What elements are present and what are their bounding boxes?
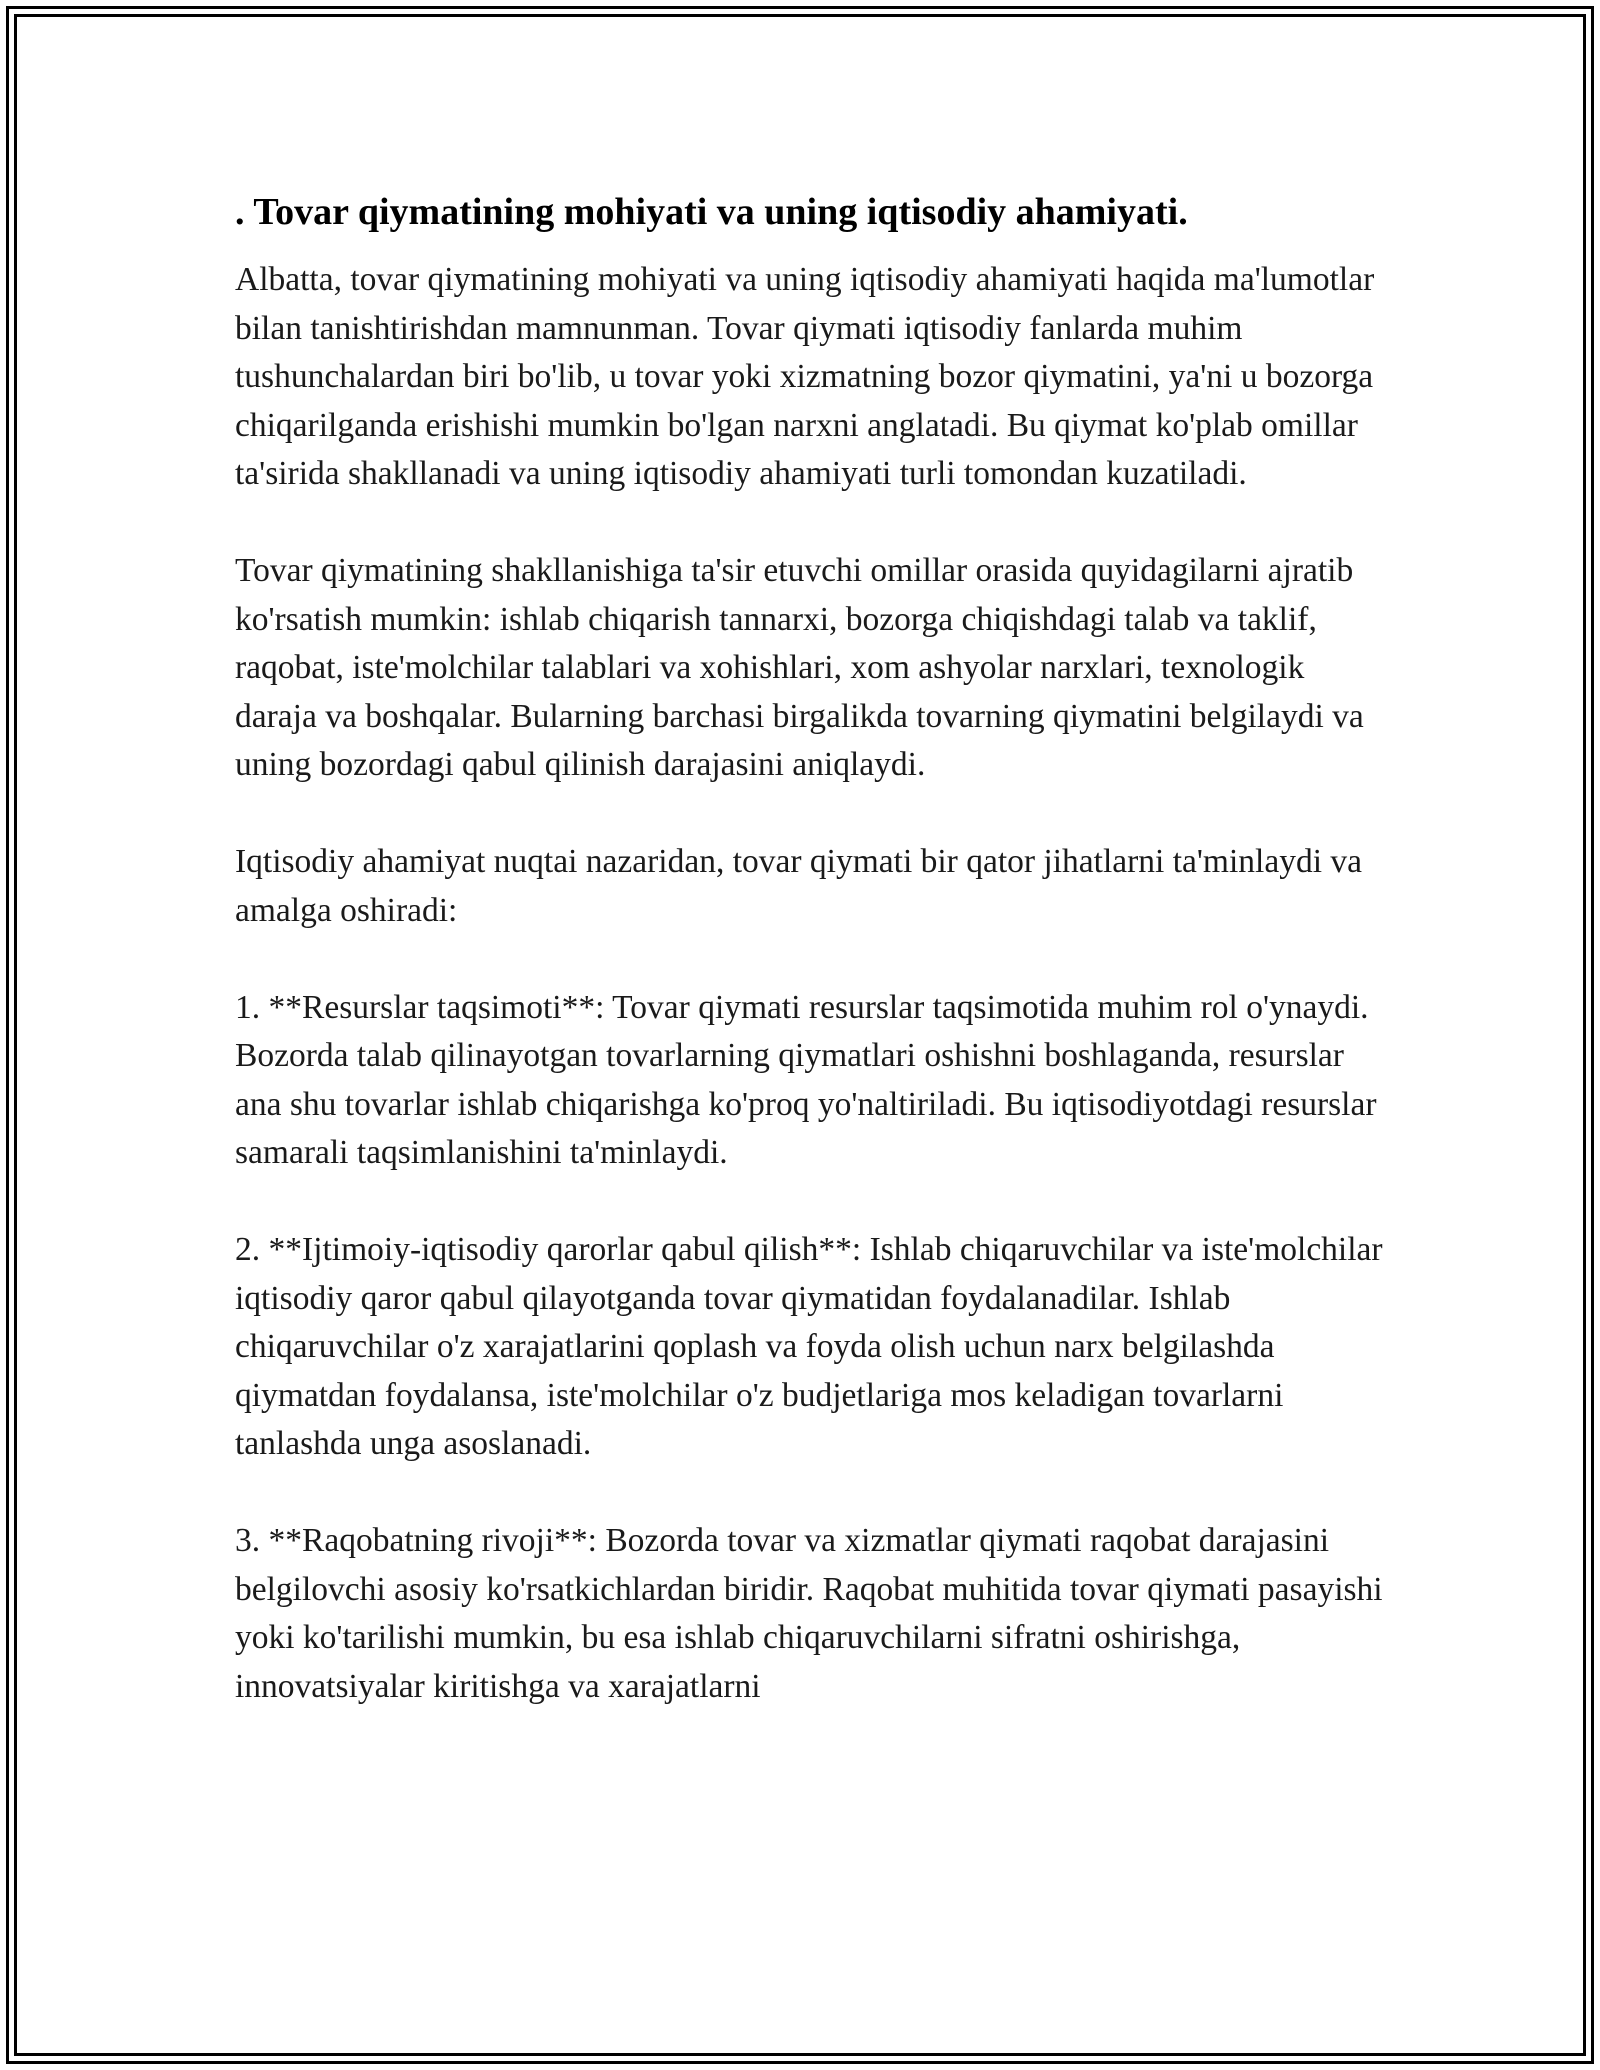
paragraph-factors: Tovar qiymatining shakllanishiga ta'sir etuvchi omillar orasida quyidagilarni ajratib ko'rsatish mumkin: ishlab chiqarish tannarxi, bozorga chiqishdagi talab va taklif, raqobat, iste'molchilar talablari va xohishlari, xom ashyolar narxlari, texnologik daraja va boshqalar. Bularning barchasi birgalikda tovarning qiymatini belgilaydi va uning bozordagi qabul qilinish darajasini aniqlaydi.	[235, 552, 1364, 783]
paragraph-intro: Albatta, tovar qiymatining mohiyati va uning iqtisodiy ahamiyati haqida ma'lumotlar bilan tanishtirishdan mamnunman. Tovar qiymati iqtisodiy fanlarda muhim tushunchalardan biri bo'lib, u tovar yoki xizmatning bozor qiymatini, ya'ni u bozorga chiqarilganda erishishi mumkin bo'lgan narxni anglatadi. Bu qiymat ko'plab omillar ta'sirida shakllanadi va uning iqtisodiy ahamiyati turli tomondan kuzatiladi.	[235, 261, 1375, 492]
list-item-decision-making: 2. **Ijtimoiy-iqtisodiy qarorlar qabul qilish**: Ishlab chiqaruvchilar va iste'molchilar iqtisodiy qaror qabul qilayotganda tovar qiymatidan foydalanadilar. Ishlab chiqaruvchilar o'z xarajatlarini qoplash va foyda olish uchun narx belgilashda qiymatdan foydalansa, iste'molchilar o'z budjetlariga mos keladigan tovarlarni tanlashda unga asoslanadi.	[235, 1231, 1383, 1462]
list-item-resource-allocation: 1. **Resurslar taqsimoti**: Tovar qiymati resurslar taqsimotida muhim rol o'ynaydi. Bozorda talab qilinayotgan tovarlarning qiymatlari oshishni boshlaganda, resurslar ana shu tovarlar ishlab chiqarishga ko'proq yo'naltiriladi. Bu iqtisodiyotdagi resurslar samarali taqsimlanishini ta'minlaydi.	[235, 988, 1377, 1171]
paragraph-economic-significance: Iqtisodiy ahamiyat nuqtai nazaridan, tovar qiymati bir qator jihatlarni ta'minlaydi va amalga oshiradi:	[235, 843, 1363, 929]
document-body	[235, 188, 1385, 1711]
list-item-competition: 3. **Raqobatning rivoji**: Bozorda tovar va xizmatlar qiymati raqobat darajasini belgilovchi asosiy ko'rsatkichlardan biridir. Raqobat muhitida tovar qiymati pasayishi yoki ko'tarilishi mumkin, bu esa ishlab chiqaruvchilarni sifratni oshirishga, innovatsiyalar kiritishga va xarajatlarni	[235, 1522, 1383, 1705]
document-title: . Tovar qiymatining mohiyati va uning iqtisodiy ahamiyati.	[235, 191, 1188, 233]
